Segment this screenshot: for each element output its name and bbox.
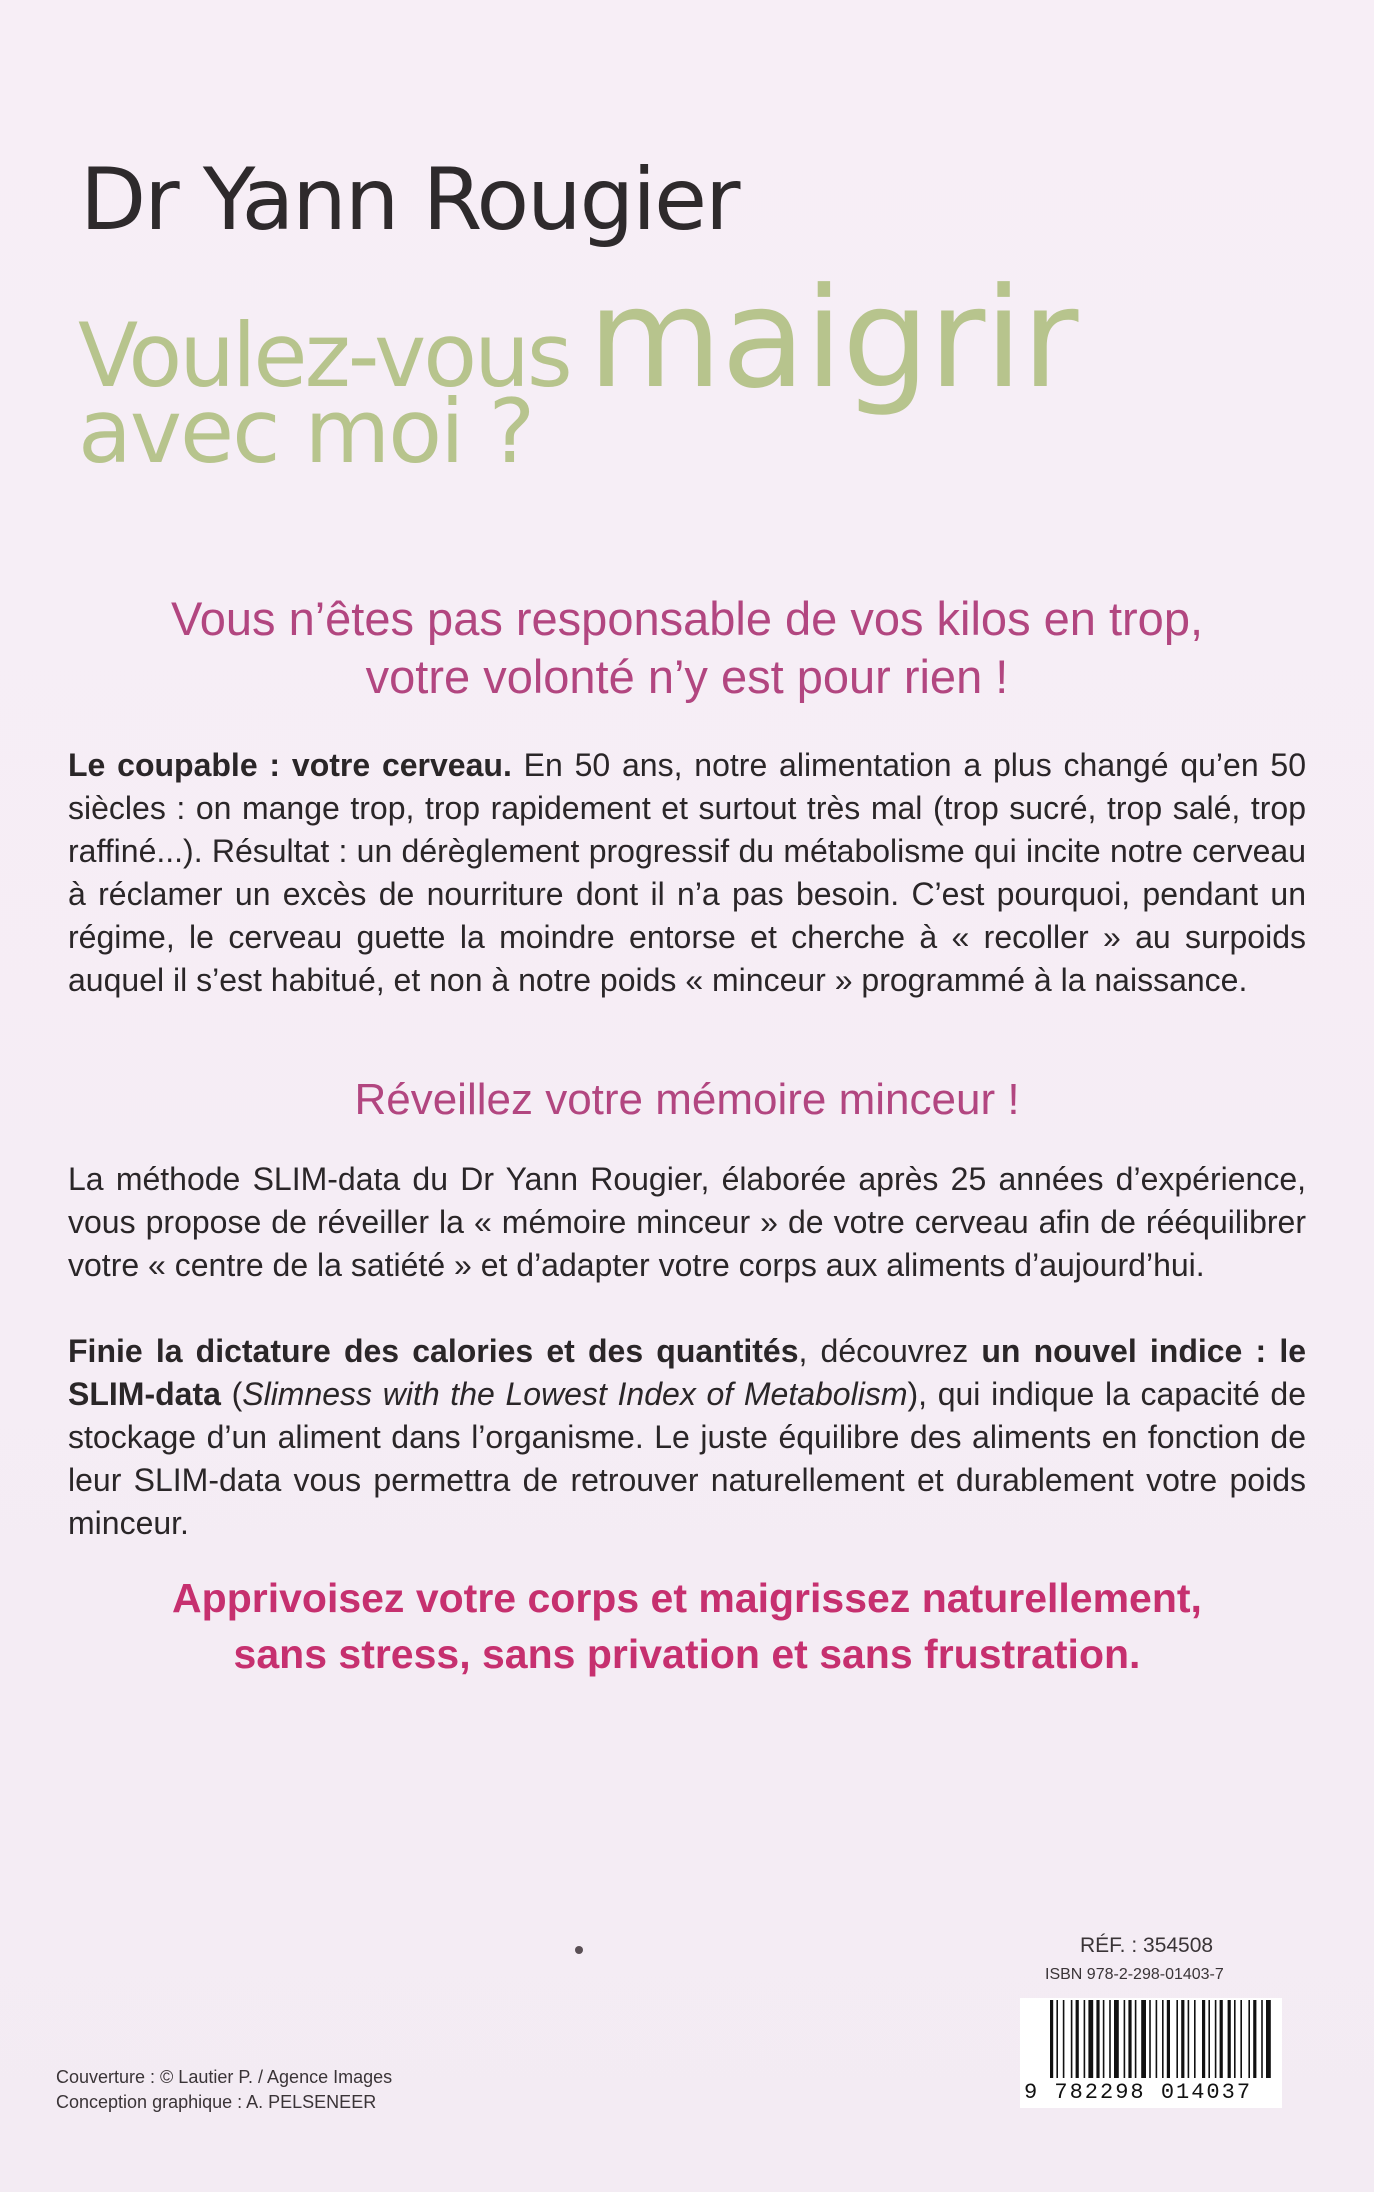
barcode-bar [1188, 2000, 1190, 2078]
paragraph-slim-data [68, 1330, 1306, 1545]
barcode-bars [1048, 1998, 1278, 2080]
paragraph-slim-text-2: ( [220, 1376, 243, 1412]
barcode-bar [1208, 2000, 1210, 2078]
paragraph-coupable [68, 744, 1306, 1002]
barcode-bar [1076, 2000, 1079, 2078]
barcode-bar [1050, 2000, 1053, 2078]
barcode-bar [1149, 2000, 1151, 2078]
barcode-bar [1124, 2000, 1126, 2078]
barcode-bar [1234, 2000, 1236, 2078]
barcode-digits: 9 782298 014037 [1024, 2080, 1253, 2105]
barcode-bar [1056, 2000, 1058, 2078]
barcode-bar [1202, 2000, 1205, 2078]
title-part-3: avec moi ? [78, 380, 534, 483]
subheading: Réveillez votre mémoire minceur ! [354, 1075, 1020, 1124]
barcode-bar [1141, 2000, 1146, 2078]
barcode-bar [1128, 2000, 1131, 2078]
barcode-bar [1220, 2000, 1223, 2078]
paragraph-methode-text: La méthode SLIM-data du Dr Yann Rougier, élaborée après 25 années d’expérience, vous propose de réveiller la « mémoire minceur » de votre cerveau afin de rééquilibrer votre « centre de la satiété » et d’adapter votre corps aux aliments d’aujourd’hui. [68, 1161, 1306, 1283]
tagline [70, 590, 1304, 706]
barcode-bar [1071, 2000, 1073, 2078]
paragraph-coupable-lead: Le coupable : votre cerveau. [68, 747, 512, 783]
barcode-bar [1228, 2000, 1231, 2078]
title-part-2: maigrir [587, 258, 1078, 419]
paragraph-slim-bold-2: un nouvel indice : le SLIM-data [68, 1333, 1307, 1412]
barcode-bar [1248, 2000, 1250, 2078]
barcode-bar [1240, 2000, 1242, 2078]
barcode-bar [1215, 2000, 1217, 2078]
author-name: Dr Yann Rougier [80, 150, 739, 250]
isbn-number: ISBN 978-2-298-01403-7 [1045, 1966, 1224, 1983]
closing-line-2: sans stress, sans privation et sans frustration. [233, 1631, 1141, 1677]
barcode-bar [1167, 2000, 1170, 2078]
paragraph-methode [68, 1158, 1306, 1287]
barcode-bar [1103, 2000, 1105, 2078]
barcode-bar [1084, 2000, 1086, 2078]
credits [56, 2065, 392, 2115]
barcode-bar [1181, 2000, 1184, 2078]
tagline-line-1: Vous n’êtes pas responsable de vos kilos en trop, [170, 592, 1204, 645]
paragraph-slim-italic: Slimness with the Lowest Index of Metabolism [242, 1376, 908, 1412]
barcode-bar [1109, 2000, 1111, 2078]
barcode-bar [1088, 2000, 1093, 2078]
barcode-bar [1063, 2000, 1065, 2078]
barcode [1020, 1998, 1282, 2108]
decorative-dot [575, 1946, 583, 1954]
barcode-bar [1176, 2000, 1178, 2078]
barcode-bar [1253, 2000, 1256, 2078]
barcode-bar [1156, 2000, 1158, 2078]
book-title [78, 258, 1078, 483]
credit-cover: Couverture : © Lautier P. / Agence Images [56, 2067, 393, 2087]
paragraph-slim-text-1: , découvrez [798, 1333, 982, 1369]
barcode-bar [1096, 2000, 1099, 2078]
paragraph-coupable-text: En 50 ans, notre alimentation a plus changé qu’en 50 siècles : on mange trop, trop rapidement et surtout très mal (trop sucré, trop salé, trop raffiné...). Résultat : un dérèglement progressif du métabolisme qui incite notre cerveau à réclamer un excès de nourriture dont il n’a pas besoin. C’est pourquoi, pendant un régime, le cerveau guette la moindre entorse et cherche à « recoller » au surpoids auquel il s’est habitué, et non à notre poids « minceur » programmé à la naissance. [68, 747, 1307, 998]
barcode-bar [1266, 2000, 1271, 2078]
barcode-bar [1194, 2000, 1196, 2078]
closing-line-1: Apprivoisez votre corps et maigrissez naturellement, [172, 1575, 1202, 1621]
closing-statement [60, 1570, 1314, 1682]
paragraph-slim-text-3: ), qui indique la capacité de stockage d’un aliment dans l’organisme. Le juste équilibre des aliments en fonction de leur SLIM-data vous permettra de retrouver naturellement et durablement votre poids minceur. [68, 1376, 1307, 1541]
barcode-bar [1114, 2000, 1119, 2078]
tagline-line-2: votre volonté n’y est pour rien ! [365, 650, 1009, 703]
barcode-bar [1162, 2000, 1164, 2078]
reference-number: RÉF. : 354508 [1080, 1934, 1214, 1957]
barcode-bar [1135, 2000, 1137, 2078]
barcode-bar [1261, 2000, 1263, 2078]
credit-design: Conception graphique : A. PELSENEER [56, 2092, 377, 2112]
paragraph-slim-bold-1: Finie la dictature des calories et des quantités [68, 1333, 799, 1369]
title-part-1: Voulez-vous [78, 304, 570, 407]
